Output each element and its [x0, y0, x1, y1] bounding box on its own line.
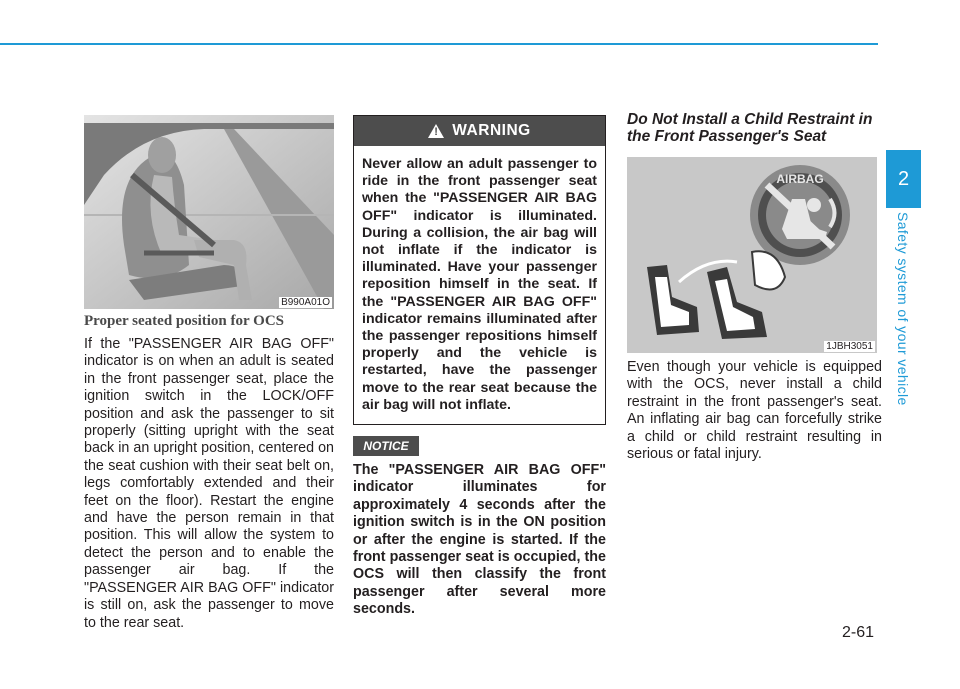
- section-title: Safety system of your vehicle: [895, 212, 911, 406]
- warning-header: [354, 116, 605, 146]
- airbag-text: AIRBAG: [776, 172, 824, 186]
- section-number: 2: [897, 167, 910, 190]
- warning-title: WARNING: [452, 122, 531, 139]
- warning-text: Never allow an adult passenger to ride in the front passenger seat when the "PASSENGER AIR BAG OFF" indicator is illuminated. During a collision, the air bag will not inflate if the indicator is illuminated. Have your passenger reposition himself in the seat. If the "PASSENGER AIR BAG OFF" indicator remains illuminated after the passenger repositions himself properly and the vehicle is restarted, have the passenger move to the rear seat because the air bag will not inflate.: [362, 156, 597, 413]
- page-number: 2-61: [842, 624, 875, 641]
- figure-child-restraint: [627, 157, 877, 353]
- child-restraint-heading: Do Not Install a Child Restraint in the Front Passenger's Seat: [627, 111, 873, 145]
- warning-box: [353, 115, 606, 425]
- notice-text: The "PASSENGER AIR BAG OFF" indicator illuminates for approximately 4 seconds after the ignition switch is in the ON position or after the engine is started. If the front passenger seat is occupied, the OCS will then classify the front passenger after several more seconds.: [353, 462, 606, 618]
- figure-code: 1JBH3051: [826, 341, 873, 352]
- section-tab: [886, 150, 921, 208]
- child-restraint-body-text: Even though your vehicle is equipped with the OCS, never install a child restraint in the front passenger's seat. An inflating air bag can forcefully strike a child or child restraint resulting in serious or fatal injury.: [627, 359, 882, 463]
- notice-badge: NOTICE: [353, 436, 419, 456]
- ocs-body-text: If the "PASSENGER AIR BAG OFF" indicator is on when an adult is seated in the front passenger seat, place the ignition switch in the LOCK/OFF position and ask the passenger to sit properly (sitting upright with the seat back in an upright position, centered on the seat cushion with their seat belt on, legs comfortably extended and their feet on the floor). Restart the engine and have the person remain in that position. This will allow the system to detect the person and to enable the passenger air bag. If the "PASSENGER AIR BAG OFF" indicator is still on, ask the passenger to move to the rear seat.: [84, 336, 334, 631]
- warning-triangle-icon: !: [428, 124, 444, 138]
- figure-seated-position: [84, 115, 334, 309]
- header-rule: [0, 43, 878, 45]
- no-child-seat-illustration: [627, 157, 877, 353]
- figure-code: B990A01O: [281, 297, 330, 308]
- figure-caption: Proper seated position for OCS: [84, 313, 285, 329]
- seated-mannequin-illustration: [84, 115, 334, 309]
